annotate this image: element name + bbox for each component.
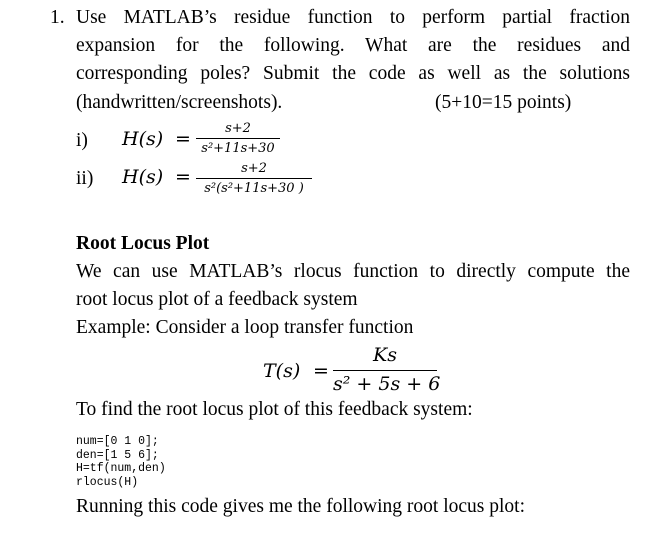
code-line: den=[1 5 6]; bbox=[76, 448, 159, 462]
transfer-denominator: s² + 5s + 6 bbox=[333, 373, 441, 395]
section-heading: Root Locus Plot bbox=[76, 233, 210, 254]
code-line: num=[0 1 0]; bbox=[76, 435, 159, 448]
item-ii-denominator: s²(s²+11s+30 ) bbox=[204, 181, 304, 196]
code-block bbox=[76, 435, 166, 489]
section-para-line-1: We can use MATLAB’s rlocus function to directly compute the bbox=[76, 261, 630, 282]
transfer-fraction-bar bbox=[333, 370, 437, 371]
transfer-lhs: T(s) bbox=[263, 360, 301, 382]
code-line: rlocus(H) bbox=[76, 475, 139, 489]
closing-text: Running this code gives me the following root locus plot: bbox=[76, 496, 525, 517]
transfer-numerator: Ks bbox=[373, 344, 397, 366]
section-para-line-3: Example: Consider a loop transfer function bbox=[76, 317, 414, 338]
question-line-4: (handwritten/screenshots). bbox=[76, 92, 283, 113]
question-line-2: expansion for the following. What are the residues and bbox=[76, 35, 630, 56]
item-i-marker: i) bbox=[76, 130, 88, 151]
item-i-equals: = bbox=[175, 128, 191, 150]
transfer-equals: = bbox=[313, 360, 329, 382]
item-ii-fraction-bar bbox=[196, 178, 312, 179]
question-line-3: corresponding poles? Submit the code as well as the solutions bbox=[76, 63, 630, 84]
item-ii-equals: = bbox=[175, 166, 191, 188]
item-i-lhs: H(s) bbox=[122, 128, 164, 150]
code-line: H=tf(num,den) bbox=[76, 462, 166, 476]
item-ii-lhs: H(s) bbox=[122, 166, 164, 188]
item-i-denominator: s²+11s+30 bbox=[201, 141, 275, 156]
item-ii-numerator: s+2 bbox=[241, 161, 267, 176]
section-para-line-2: root locus plot of a feedback system bbox=[76, 289, 358, 310]
question-number: 1. bbox=[50, 7, 65, 28]
item-i-fraction-bar bbox=[196, 138, 280, 139]
points-label: (5+10=15 points) bbox=[435, 92, 572, 113]
question-line-1: Use MATLAB’s residue function to perform partial fraction bbox=[76, 7, 630, 28]
find-text: To find the root locus plot of this feedback system: bbox=[76, 399, 473, 420]
item-ii-marker: ii) bbox=[76, 168, 94, 189]
item-i-numerator: s+2 bbox=[225, 121, 251, 136]
